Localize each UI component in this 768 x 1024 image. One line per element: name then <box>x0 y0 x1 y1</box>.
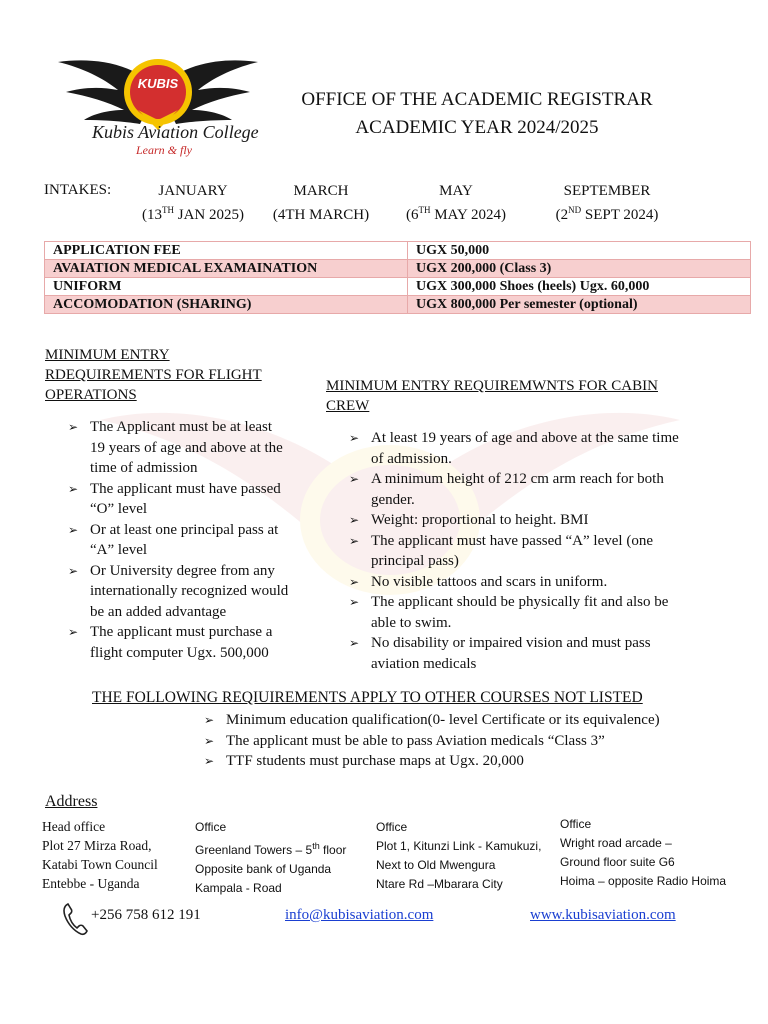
fee-item: ACCOMODATION (SHARING) <box>45 296 408 314</box>
list-item: ➢ No disability or impaired vision and must pass aviation medicals <box>349 635 651 672</box>
college-tagline: Learn & fly <box>136 143 192 157</box>
cabin-crew-list <box>349 428 729 674</box>
fees-table <box>44 241 751 314</box>
arrow-bullet-icon: ➢ <box>349 472 360 486</box>
intake-september <box>532 182 682 225</box>
arrow-bullet-icon: ➢ <box>349 574 360 589</box>
heading-line: MINIMUM ENTRY <box>45 347 170 363</box>
fee-amount: UGX 800,000 Per semester (optional) <box>408 296 751 314</box>
email-link[interactable]: info@kubisaviation.com <box>285 907 434 923</box>
list-item: ➢ The applicant must have passed “O” level <box>68 480 281 517</box>
intake-date: (2ND SEPT 2024) <box>555 205 659 223</box>
hoima-office-address: Office Wright road arcade – Ground floor suite G6 Hoima – opposite Radio Hoima <box>560 817 727 888</box>
list-item: ➢ A minimum height of 212 cm arm reach for both gender. <box>349 471 664 508</box>
address-title: Address <box>45 793 98 810</box>
other-courses-list <box>204 710 744 772</box>
flight-ops-heading <box>45 345 262 405</box>
phone-icon <box>62 902 88 936</box>
list-item: ➢ The Applicant must be at least 19 years of age and above at the time of admission <box>68 419 283 476</box>
arrow-bullet-icon: ➢ <box>349 513 360 527</box>
intakes-label: INTAKES: <box>44 182 112 198</box>
arrow-bullet-icon: ➢ <box>204 754 215 768</box>
list-item: ➢ At least 19 years of age and above at the same time of admission. <box>349 430 679 467</box>
list-item: ➢ The applicant must be able to pass Aviation medicals “Class 3” <box>204 731 744 752</box>
intake-may <box>381 182 531 225</box>
arrow-bullet-icon: ➢ <box>349 431 360 445</box>
header-office: OFFICE OF THE ACADEMIC REGISTRAR <box>301 89 653 110</box>
list-item: ➢ Or University degree from any internationally recognized would be an added advantage <box>68 562 289 620</box>
arrow-bullet-icon: ➢ <box>349 533 360 548</box>
intake-march <box>246 182 396 225</box>
list-item: ➢ No visible tattoos and scars in uniform. <box>349 572 729 593</box>
fee-amount: UGX 200,000 (Class 3) <box>408 260 751 278</box>
header-academic-year: ACADEMIC YEAR 2024/2025 <box>355 117 599 138</box>
arrow-bullet-icon: ➢ <box>68 563 79 578</box>
heading-line: OPERATIONS <box>45 387 137 403</box>
cabin-crew-heading <box>326 376 658 416</box>
college-name: Kubis Aviation College <box>92 122 259 142</box>
table-row <box>45 242 751 260</box>
list-item: ➢ Or at least one principal pass at “A” level <box>68 521 279 558</box>
intake-date: (6TH MAY 2024) <box>405 205 507 223</box>
other-courses-heading: THE FOLLOWING REQIUIREMENTS APPLY TO OTHER COURSES NOT LISTED <box>92 689 643 706</box>
list-item: ➢ TTF students must purchase maps at Ugx. 20,000 <box>204 751 744 772</box>
arrow-bullet-icon: ➢ <box>349 595 360 609</box>
intake-month: MARCH <box>293 183 349 199</box>
logo-badge-text: KUBIS <box>137 76 179 91</box>
fee-item: UNIFORM <box>45 278 408 296</box>
fee-item: APPLICATION FEE <box>45 242 408 260</box>
intake-date: (13TH JAN 2025) <box>142 205 244 223</box>
intake-month: SEPTEMBER <box>563 183 651 199</box>
kampala-office-address: Office Greenland Towers – 5th floor Opposite bank of Uganda Kampala - Road <box>195 820 347 895</box>
list-item: ➢ The applicant should be physically fit and also be able to swim. <box>349 594 669 631</box>
arrow-bullet-icon: ➢ <box>68 481 79 496</box>
table-row <box>45 260 751 278</box>
fee-amount: UGX 300,000 Shoes (heels) Ugx. 60,000 <box>408 278 751 296</box>
arrow-bullet-icon: ➢ <box>349 636 360 650</box>
table-row <box>45 296 751 314</box>
heading-line: MINIMUM ENTRY REQUIREMWNTS FOR CABIN <box>326 378 658 394</box>
head-office-address: Head office Plot 27 Mirza Road, Katabi Town Council Entebbe - Uganda <box>42 819 158 891</box>
arrow-bullet-icon: ➢ <box>68 625 79 639</box>
flight-ops-list <box>68 417 318 663</box>
mbarara-office-address: Office Plot 1, Kitunzi Link - Kamukuzi, Next to Old Mwengura Ntare Rd –Mbarara City <box>376 820 542 891</box>
fee-amount: UGX 50,000 <box>408 242 751 260</box>
list-item: ➢ Weight: proportional to height. BMI <box>349 510 729 531</box>
list-item: ➢ The applicant must purchase a flight computer Ugx. 500,000 <box>68 624 273 661</box>
list-item: ➢ Minimum education qualification(0- level Certificate or its equivalence) <box>204 710 744 731</box>
intake-month: JANUARY <box>158 183 228 199</box>
intake-date: (4TH MARCH) <box>272 207 370 223</box>
arrow-bullet-icon: ➢ <box>68 522 79 537</box>
fee-item: AVAIATION MEDICAL EXAMAINATION <box>45 260 408 278</box>
heading-line: CREW <box>326 398 370 414</box>
list-item: ➢ The applicant must have passed “A” level (one principal pass) <box>349 532 653 569</box>
arrow-bullet-icon: ➢ <box>68 420 79 434</box>
arrow-bullet-icon: ➢ <box>204 733 215 748</box>
arrow-bullet-icon: ➢ <box>204 713 215 727</box>
heading-line: RDEQUIREMENTS FOR FLIGHT <box>45 367 262 383</box>
table-row <box>45 278 751 296</box>
intake-month: MAY <box>439 183 473 199</box>
website-link[interactable]: www.kubisaviation.com <box>530 907 676 923</box>
phone-number[interactable]: +256 758 612 191 <box>91 907 201 923</box>
